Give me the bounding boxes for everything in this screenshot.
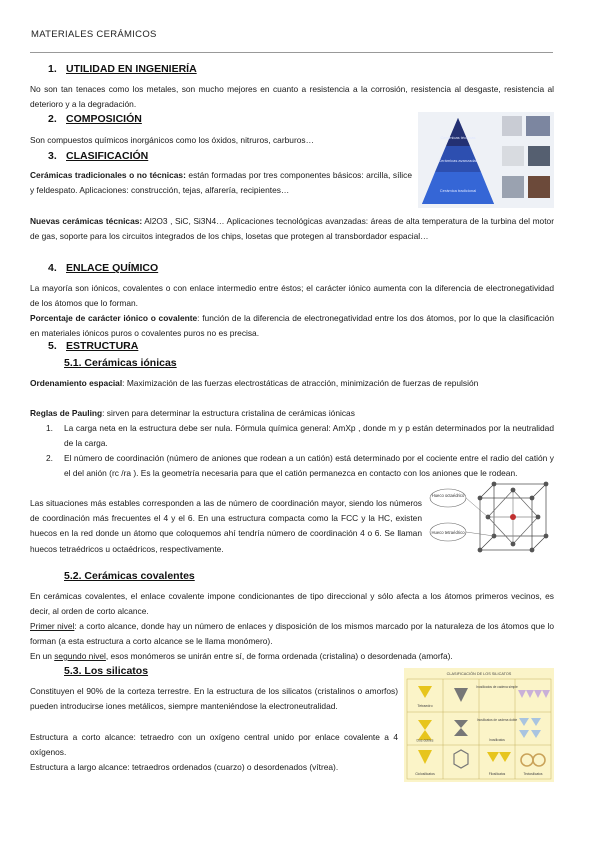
row-label: Ciclosilicatos [415, 772, 435, 776]
cell-label: Filosilicatos [488, 772, 506, 776]
rule-number: 2. [46, 453, 53, 463]
section-4-text: La mayoría son iónicos, covalentes o con enlace intermedio entre éstos; el carácter iónico aumenta con la diferencia de electronegatividad de los átomos que lo forman. [30, 283, 554, 309]
section-4-heading [48, 262, 158, 274]
section-3-number: 3. [48, 150, 57, 162]
second-level-body: , esos monómeros se unirán entre sí, de forma ordenada (cristalina) o desordenada (amorfa). [105, 651, 453, 661]
col-label: Inosilicatos de cadena doble [476, 718, 518, 722]
list-item [44, 421, 554, 451]
spatial-arrangement-body: : Maximización de las fuerzas electrostáticas de atracción, minimización de fuerzas de repulsión [122, 378, 479, 388]
pyramid-level-3: Cerámica tradicional [439, 188, 477, 193]
ionic-percentage-text [30, 311, 554, 341]
subsection-5-3-title: 5.3. Los silicatos [64, 665, 149, 677]
pauling-rules-list [44, 421, 554, 451]
second-level-text [30, 649, 554, 664]
subsection-5-2-title: 5.2. Cerámicas covalentes [64, 570, 195, 582]
page-header: MATERIALES CERÁMICOS [31, 29, 157, 40]
photo-thumb [526, 116, 550, 136]
pauling-rules-label: Reglas de Pauling [30, 408, 103, 418]
cell-label: Tectosilicatos [523, 772, 543, 776]
section-5-heading [48, 340, 138, 352]
section-2-number: 2. [48, 113, 57, 125]
section-4-number: 4. [48, 262, 57, 274]
traditional-ceramics-text [30, 168, 412, 198]
row-label: Dos dobles [416, 738, 434, 743]
ionic-percentage-label: Porcentaje de carácter iónico o covalente [30, 313, 198, 323]
photo-thumb [502, 146, 524, 166]
ionic-percentage-body: : función de la diferencia de electronegatividad entre los dos átomos, por lo que la clasificación en materiales iónicos puros o covalentes puros no es precisa. [30, 313, 554, 339]
section-5-number: 5. [48, 340, 57, 352]
silicates-table-title: CLASIFICACIÓN DE LOS SILICATOS [446, 672, 512, 676]
rule-text: La carga neta en la estructura debe ser nula. Fórmula química general: AmXp , donde m y p están determinados por la neutralidad de la carga. [64, 423, 554, 449]
fcc-holes-figure [428, 476, 552, 568]
spatial-arrangement-text [30, 376, 554, 391]
section-2-text: Son compuestos químicos inorgánicos como los óxidos, nitruros, carburos… [30, 135, 314, 145]
first-level-label: Primer nivel [30, 621, 75, 631]
section-3-title: CLASIFICACIÓN [66, 150, 149, 162]
header-divider [30, 52, 553, 53]
silicates-classification-figure [404, 668, 554, 782]
cell-label: Inosilicatos [489, 738, 505, 742]
octahedral-hole-marker [510, 514, 516, 520]
pyramid-level-2: Cerámicas avanzadas [438, 158, 478, 163]
silicates-intro-text: Constituyen el 90% de la corteza terrestre. En la estructura de los silicatos (cristalinos o amorfos) pueden introducirse iones metálicos, siempre manteniéndose la electroneutralidad. [30, 686, 398, 712]
rule-number: 1. [46, 423, 53, 433]
photo-thumb [502, 116, 522, 136]
col-label: Inosilicatos de cadena simple [476, 685, 518, 689]
pyramid-level-1: Cerámicas técnicas [440, 135, 476, 140]
section-3-heading [48, 150, 148, 162]
technical-ceramics-text [30, 214, 554, 244]
photo-thumb [528, 176, 550, 198]
section-5-title: ESTRUCTURA [66, 340, 139, 352]
pauling-rules-body: : sirven para determinar la estructura cristalina de cerámicas iónicas [102, 408, 355, 418]
stable-coordination-text: Las situaciones más estables corresponden a las de número de coordinación mayor, siendo los números de coordinación más frecuentes el 4 y el 6. En una estructura compacta como la FCC y la HC, existen huecos en la red donde un átomo que coloquemos ahí tendría número de coordinación 4 o 6. Se llaman huecos tetraédricos u octaédricos, respectivamente. [30, 498, 422, 554]
short-range-structure-text: Estructura a corto alcance: tetraedro con un oxígeno central unido por enlace covalente a 4 oxígenos. [30, 732, 398, 758]
photo-thumb [502, 176, 524, 198]
second-level-prefix: En un [30, 651, 55, 661]
traditional-ceramics-label: Cerámicas tradicionales o no técnicas: [30, 170, 186, 180]
photo-thumb [528, 146, 550, 166]
section-4-title: ENLACE QUÍMICO [66, 262, 159, 274]
section-2-title: COMPOSICIÓN [66, 113, 142, 125]
first-level-text [30, 619, 554, 649]
first-level-body: : a corto alcance, donde hay un número de enlaces y disposición de los mismos marcado por la naturaleza de los átomos que lo forman (a esta estructura a corto alcance se le llama monómero). [30, 621, 554, 647]
section-1-number: 1. [48, 63, 57, 75]
section-2-heading [48, 113, 142, 125]
rule-text: El número de coordinación (número de aniones que rodean a un catión) está determinado por el cociente entre el radio del catión y el del anión (rc /ra ). Es la geometría necesaria para que el catión permanezca en contacto con los aniones que le rodean. [64, 453, 554, 479]
octahedral-hole-label: Hueco octaédrico [431, 493, 465, 498]
ceramics-pyramid-figure [418, 112, 554, 208]
tetrahedral-hole-label: Hueco tetraédrico [431, 530, 465, 535]
pauling-rules-text [30, 406, 554, 421]
technical-ceramics-label: Nuevas cerámicas técnicas: [30, 216, 143, 226]
row-label: Tetraedro [417, 704, 433, 708]
long-range-structure-text: Estructura a largo alcance: tetraedros ordenados (cuarzo) o desordenados (vítrea). [30, 762, 339, 772]
traditional-ceramics-body: están formadas por tres componentes básicos: arcilla, sílice y feldespato. Aplicaciones: construcción, tejas, alfarería, recipientes… [30, 170, 412, 196]
section-1-heading [48, 63, 197, 75]
technical-ceramics-body: Al2O3 , SiC, Si3N4… Aplicaciones tecnológicas avanzadas: áreas de alta temperatura de la turbina del motor de gas, soporte para los circuitos integrados de los chips, losetas que protegen al transbordador espacial… [30, 216, 554, 242]
subsection-5-1-title: 5.1. Cerámicas iónicas [64, 357, 177, 369]
second-level-label: segundo nivel [54, 651, 106, 661]
section-1-text: No son tan tenaces como los metales, son mucho mejores en cuanto a resistencia a la corrosión, resistencia al desgaste, resistencia al deterioro y a la degradación. [30, 84, 554, 110]
covalent-intro-text: En cerámicas covalentes, el enlace covalente impone condicionantes de tipo direccional y sólo afecta a los átomos primeros vecinos, es decir, al orden de corto alcance. [30, 591, 554, 617]
spatial-arrangement-label: Ordenamiento espacial [30, 378, 123, 388]
section-1-title: UTILIDAD EN INGENIERÍA [66, 63, 197, 75]
